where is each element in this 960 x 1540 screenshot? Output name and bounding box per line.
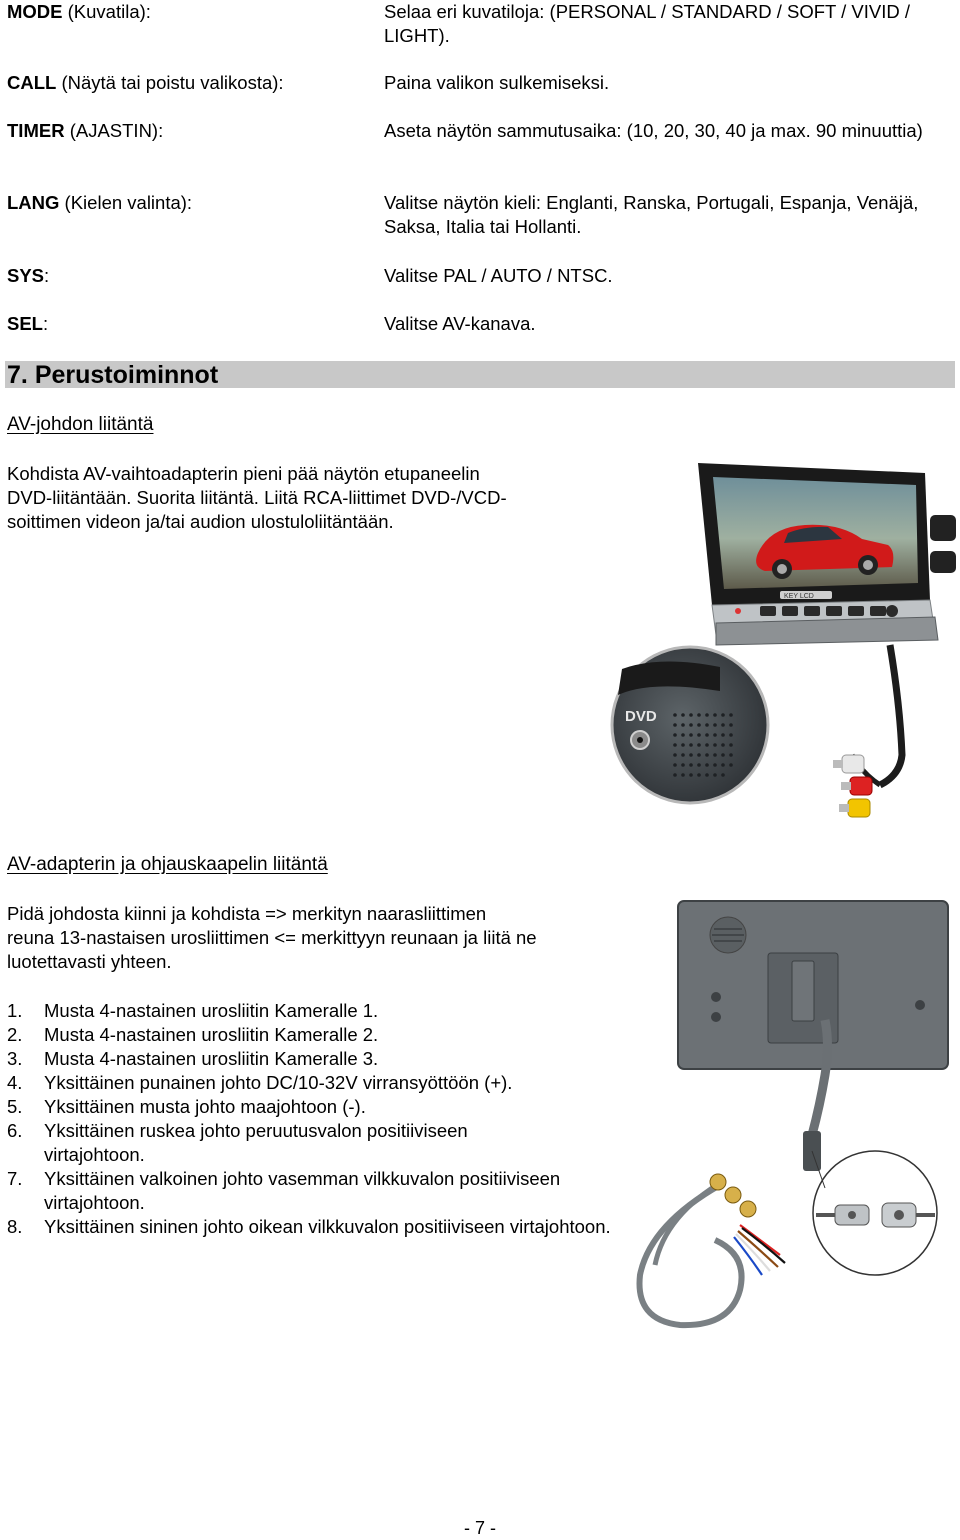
av-cable-heading: AV-johdon liitäntä	[7, 414, 154, 435]
list-item: 3. Musta 4-nastainen urosliitin Kameralle 3.	[7, 1048, 379, 1069]
definition-key-mode: MODE (Kuvatila):	[7, 1, 151, 22]
wire-list	[7, 999, 627, 1239]
definition-key-sel: SEL:	[7, 313, 49, 334]
section-title: 7. Perustoiminnot	[7, 361, 219, 389]
av-cable-paragraph: Kohdista AV-vaihtoadapterin pieni pää näytön etupaneelin DVD-liitäntään. Suorita liitäntä. Liitä RCA-liittimet DVD-/VCD- soittimen videon ja/tai audion ulostuloliitäntään.	[7, 463, 507, 532]
definition-value-mode: Selaa eri kuvatiloja: (PERSONAL / STANDARD / SOFT / VIVID / LIGHT).	[384, 1, 911, 46]
list-item: 2. Musta 4-nastainen urosliitin Kameralle 2.	[7, 1024, 379, 1045]
definition-key-lang: LANG (Kielen valinta):	[7, 192, 193, 213]
definition-key-timer: TIMER (AJASTIN):	[7, 120, 164, 141]
page-number: - 7 -	[463, 1518, 496, 1538]
list-item: 6. Yksittäinen ruskea johto peruutusvalon positiiviseen virtajohtoon.	[7, 1120, 468, 1165]
definition-value-timer: Aseta näytön sammutusaika: (10, 20, 30, 40 ja max. 90 minuuttia)	[384, 120, 923, 141]
adapter-paragraph: Pidä johdosta kiinni ja kohdista => merkityn naarasliittimen reuna 13-nastaisen urosliittimen <= merkittyyn reunaan ja liitä ne luotettavasti yhteen.	[7, 903, 537, 972]
adapter-heading: AV-adapterin ja ohjauskaapelin liitäntä	[7, 854, 328, 875]
definition-key-sys: SYS:	[7, 265, 50, 286]
definition-value-call: Paina valikon sulkemiseksi.	[384, 72, 610, 93]
list-item: 7. Yksittäinen valkoinen johto vasemman vilkkuvalon positiiviseen virtajohtoon.	[7, 1168, 561, 1213]
list-item: 8. Yksittäinen sininen johto oikean vilkkuvalon positiiviseen virtajohtoon.	[7, 1216, 611, 1237]
list-item: 4. Yksittäinen punainen johto DC/10-32V virransyöttöön (+).	[7, 1072, 513, 1093]
monitor-illustration	[600, 455, 960, 835]
monitor-brand-label: KEY LCD	[784, 593, 814, 600]
list-item: 1. Musta 4-nastainen urosliitin Kameralle 1.	[7, 1000, 379, 1021]
rear-monitor-illustration	[620, 895, 955, 1335]
definition-key-call: CALL (Näytä tai poistu valikosta):	[7, 72, 284, 93]
definition-value-sys: Valitse PAL / AUTO / NTSC.	[384, 265, 613, 286]
definition-value-lang: Valitse näytön kieli: Englanti, Ranska, Portugali, Espanja, Venäjä, Saksa, Italia tai Hollanti.	[384, 192, 919, 237]
list-item: 5. Yksittäinen musta johto maajohtoon (-).	[7, 1096, 366, 1117]
definition-value-sel: Valitse AV-kanava.	[384, 313, 536, 334]
dvd-port-label: DVD	[625, 708, 657, 725]
